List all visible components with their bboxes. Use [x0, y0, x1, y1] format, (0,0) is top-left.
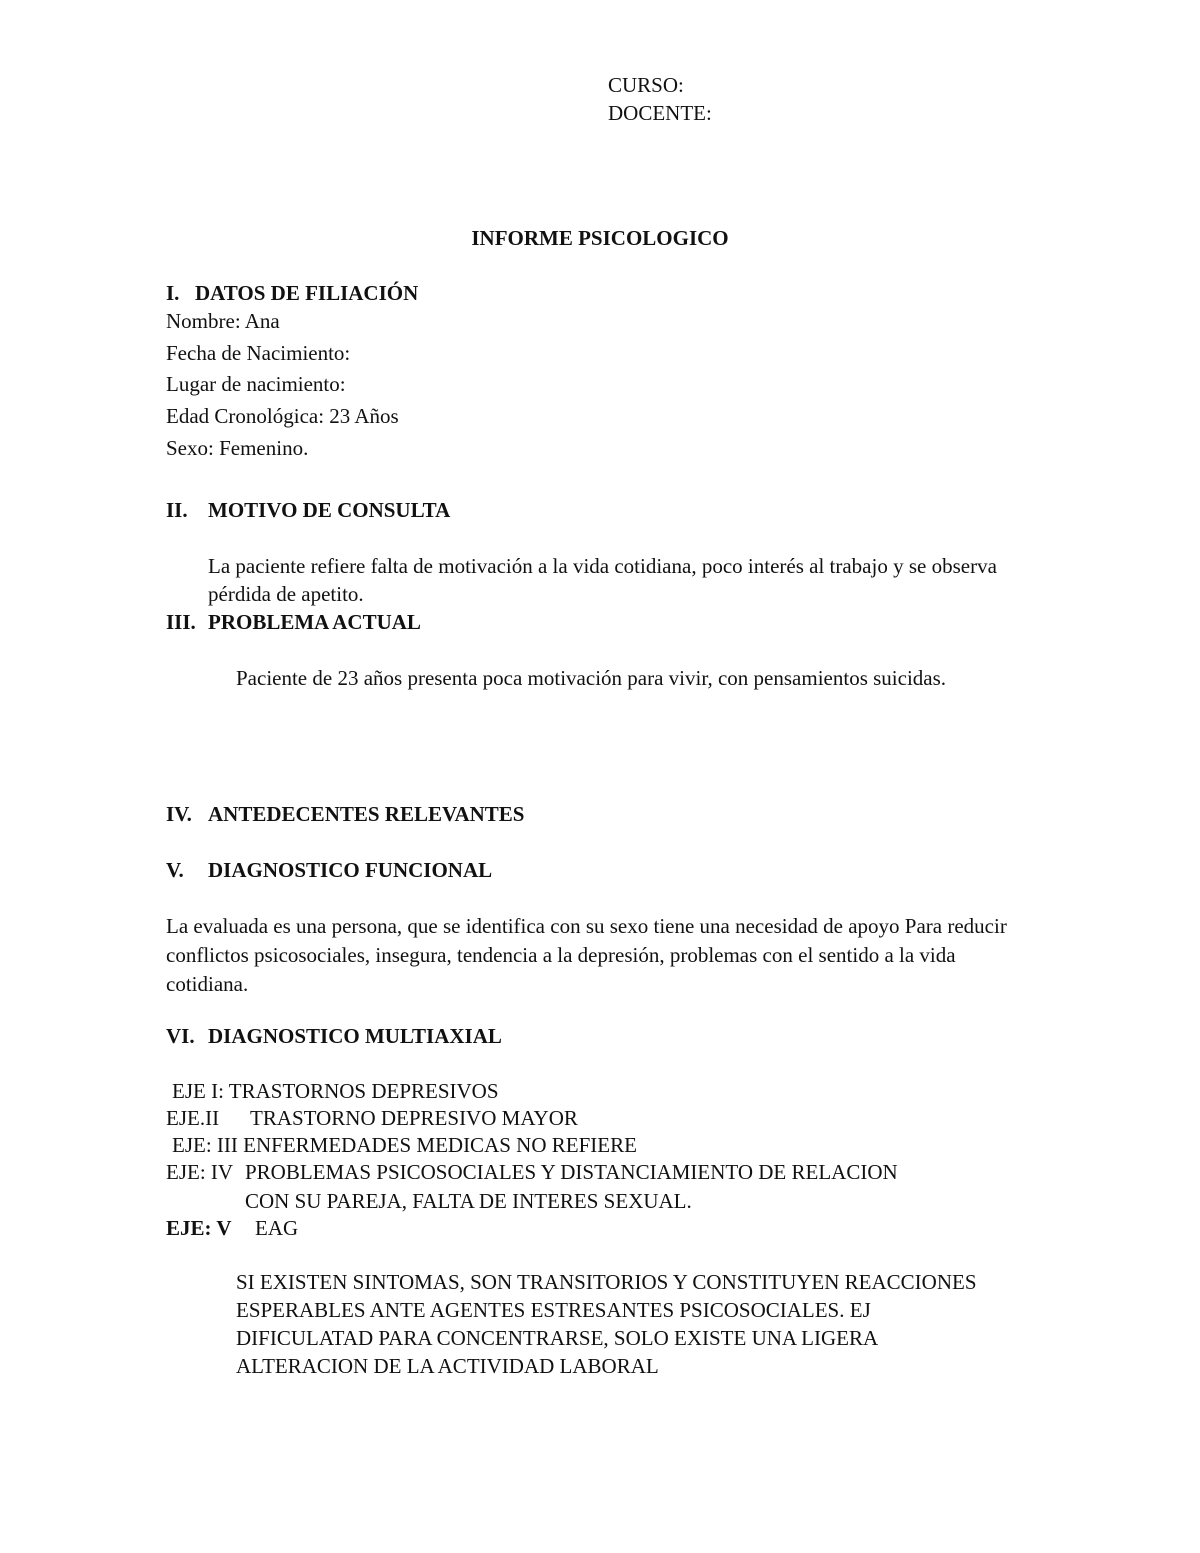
- eag-line: ESPERABLES ANTE AGENTES ESTRESANTES PSICOSOCIALES. EJ: [236, 1298, 871, 1322]
- section-number: V.: [166, 858, 184, 882]
- section-heading-motivo: [166, 497, 450, 524]
- section-title: DIAGNOSTICO FUNCIONAL: [208, 858, 493, 882]
- eje-label: EJE: IV: [166, 1160, 234, 1184]
- eje-4: [166, 1159, 898, 1186]
- problema-text: Paciente de 23 años presenta poca motivación para vivir, con pensamientos suicidas.: [236, 666, 947, 690]
- eag-line: SI EXISTEN SINTOMAS, SON TRANSITORIOS Y CONSTITUYEN REACCIONES: [236, 1270, 977, 1294]
- section-heading-filiacion: [166, 280, 418, 307]
- section-title: DIAGNOSTICO MULTIAXIAL: [208, 1024, 502, 1048]
- section-title: MOTIVO DE CONSULTA: [208, 498, 451, 522]
- field-edad: Edad Cronológica: 23 Años: [166, 404, 399, 428]
- eje-value: TRASTORNO DEPRESIVO MAYOR: [250, 1106, 578, 1130]
- section-heading-problema: [166, 609, 421, 636]
- eag-line: ALTERACION DE LA ACTIVIDAD LABORAL: [236, 1354, 659, 1378]
- field-sexo: Sexo: Femenino.: [166, 436, 309, 460]
- funcional-text: La evaluada es una persona, que se identifica con su sexo tiene una necesidad de apoyo Para reducir conflictos psicosociales, insegura, tendencia a la depresión, problemas con el sentido a la vida cotidiana.: [166, 914, 1007, 996]
- eje-5: [166, 1215, 298, 1242]
- section-title: PROBLEMA ACTUAL: [208, 610, 421, 634]
- eje-3: EJE: III ENFERMEDADES MEDICAS NO REFIERE: [172, 1133, 637, 1157]
- eje-label: EJE: V: [166, 1216, 232, 1240]
- section-title: DATOS DE FILIACIÓN: [195, 281, 419, 305]
- eje-1: EJE I: TRASTORNOS DEPRESIVOS: [172, 1079, 499, 1103]
- eje-4-continuation: CON SU PAREJA, FALTA DE INTERES SEXUAL.: [245, 1189, 692, 1213]
- field-fecha-nacimiento: Fecha de Nacimiento:: [166, 341, 351, 365]
- section-heading-funcional: [166, 857, 492, 884]
- docente-label: DOCENTE:: [608, 101, 712, 125]
- field-lugar-nacimiento: Lugar de nacimiento:: [166, 372, 346, 396]
- section-number: II.: [166, 498, 188, 522]
- eje-label: EJE.II: [166, 1106, 220, 1130]
- section-heading-multiaxial: [166, 1023, 502, 1050]
- section-title: ANTEDECENTES RELEVANTES: [208, 802, 525, 826]
- section-number: VI.: [166, 1024, 195, 1048]
- section-number: III.: [166, 610, 196, 634]
- eje-value: PROBLEMAS PSICOSOCIALES Y DISTANCIAMIENTO DE RELACION: [245, 1160, 898, 1184]
- field-nombre: Nombre: Ana: [166, 309, 280, 333]
- motivo-text: La paciente refiere falta de motivación a la vida cotidiana, poco interés al trabajo y se observa pérdida de apetito.: [208, 554, 997, 606]
- eag-line: DIFICULATAD PARA CONCENTRARSE, SOLO EXISTE UNA LIGERA: [236, 1326, 879, 1350]
- section-heading-antecedentes: [166, 801, 524, 828]
- eje-2: [166, 1105, 578, 1132]
- section-number: I.: [166, 281, 180, 305]
- curso-label: CURSO:: [608, 73, 684, 97]
- document-title: INFORME PSICOLOGICO: [471, 226, 729, 250]
- section-number: IV.: [166, 802, 192, 826]
- eje-value: EAG: [255, 1216, 299, 1240]
